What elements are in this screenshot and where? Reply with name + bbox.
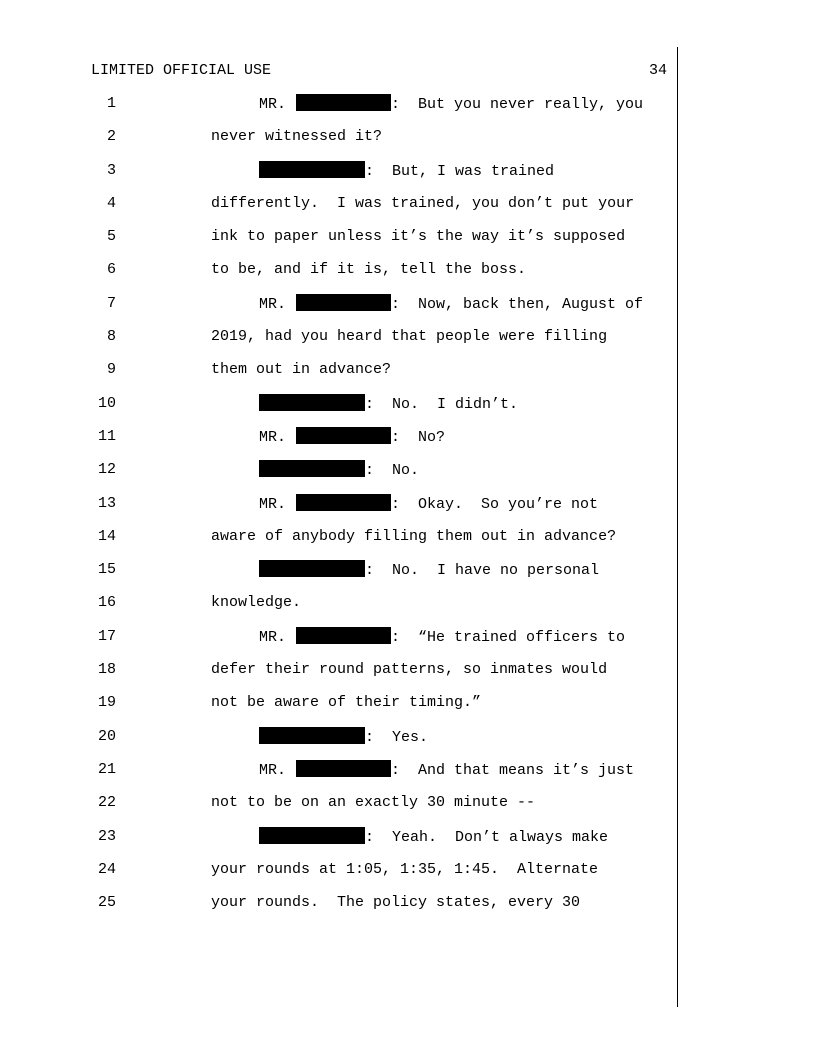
spoken-text: differently. I was trained, you don’t put your bbox=[211, 194, 635, 212]
line-text bbox=[259, 827, 608, 848]
speaker-label: MR. bbox=[259, 761, 287, 779]
transcript-line bbox=[0, 194, 816, 227]
line-number: 11 bbox=[97, 427, 116, 445]
redaction-box bbox=[259, 394, 365, 411]
line-text bbox=[259, 394, 518, 415]
spoken-text: them out in advance? bbox=[211, 361, 392, 379]
spoken-text: : And that means it’s just bbox=[391, 761, 635, 779]
line-text bbox=[259, 427, 445, 448]
line-text bbox=[259, 94, 643, 115]
line-text bbox=[211, 893, 580, 913]
speaker-label: MR. bbox=[259, 428, 287, 446]
line-number: 21 bbox=[97, 760, 116, 778]
line-number: 5 bbox=[106, 228, 116, 246]
redaction-box bbox=[259, 560, 365, 577]
line-text bbox=[259, 627, 625, 648]
spoken-text: : No. bbox=[365, 462, 420, 480]
line-text bbox=[211, 360, 391, 380]
transcript-line bbox=[0, 560, 816, 593]
line-number: 23 bbox=[97, 827, 116, 845]
spoken-text: to be, and if it is, tell the boss. bbox=[211, 261, 527, 279]
line-text bbox=[211, 260, 526, 280]
line-text bbox=[259, 460, 419, 481]
line-number: 3 bbox=[106, 161, 116, 179]
transcript-line bbox=[0, 161, 816, 194]
transcript-line bbox=[0, 227, 816, 260]
transcript-body bbox=[0, 94, 816, 926]
spoken-text: : Yeah. Don’t always make bbox=[365, 828, 609, 846]
line-number: 22 bbox=[97, 794, 116, 812]
spoken-text: : Yes. bbox=[365, 728, 429, 746]
line-number: 1 bbox=[106, 95, 116, 112]
line-number: 20 bbox=[97, 727, 116, 745]
transcript-line bbox=[0, 660, 816, 693]
line-text bbox=[211, 593, 301, 613]
transcript-line bbox=[0, 793, 816, 826]
transcript-line bbox=[0, 394, 816, 427]
spoken-text: 2019, had you heard that people were filling bbox=[211, 328, 608, 346]
redaction-box bbox=[296, 760, 391, 777]
line-text bbox=[259, 760, 634, 781]
line-text bbox=[211, 660, 607, 680]
spoken-text: : No. I have no personal bbox=[365, 562, 600, 580]
line-text bbox=[259, 294, 643, 315]
spoken-text: never witnessed it? bbox=[211, 128, 383, 146]
spoken-text: : No? bbox=[391, 428, 446, 446]
speaker-label: MR. bbox=[259, 96, 287, 113]
line-number: 12 bbox=[97, 461, 116, 479]
line-text bbox=[211, 693, 481, 713]
line-number: 15 bbox=[97, 561, 116, 579]
page-number: 34 bbox=[648, 62, 667, 79]
transcript-line bbox=[0, 427, 816, 460]
spoken-text: : No. I didn’t. bbox=[365, 395, 519, 413]
speaker-label: MR. bbox=[259, 495, 287, 513]
transcript-line bbox=[0, 494, 816, 527]
line-number: 8 bbox=[106, 328, 116, 346]
transcript-line bbox=[0, 127, 816, 160]
classification-header: LIMITED OFFICIAL USE bbox=[91, 62, 272, 79]
line-number: 10 bbox=[97, 394, 116, 412]
line-number: 25 bbox=[97, 894, 116, 912]
transcript-line bbox=[0, 294, 816, 327]
spoken-text: : But you never really, you bbox=[391, 96, 644, 113]
redaction-box bbox=[296, 294, 391, 311]
line-number: 14 bbox=[97, 527, 116, 545]
transcript-line bbox=[0, 327, 816, 360]
line-number: 19 bbox=[97, 694, 116, 712]
transcript-line bbox=[0, 260, 816, 293]
line-text bbox=[211, 860, 598, 880]
spoken-text: defer their round patterns, so inmates would bbox=[211, 661, 608, 679]
line-text bbox=[259, 560, 599, 581]
line-text bbox=[211, 194, 634, 214]
line-number: 4 bbox=[106, 194, 116, 212]
line-number: 6 bbox=[106, 261, 116, 279]
spoken-text: : “He trained officers to bbox=[391, 628, 626, 646]
redaction-box bbox=[296, 494, 391, 511]
spoken-text: aware of anybody filling them out in advance? bbox=[211, 527, 617, 545]
line-number: 9 bbox=[106, 361, 116, 379]
transcript-line bbox=[0, 860, 816, 893]
transcript-line bbox=[0, 460, 816, 493]
spoken-text: : Okay. So you’re not bbox=[391, 495, 599, 513]
line-number: 2 bbox=[106, 128, 116, 146]
line-text bbox=[259, 727, 428, 748]
redaction-box bbox=[296, 94, 391, 111]
line-number: 24 bbox=[97, 860, 116, 878]
spoken-text: not to be on an exactly 30 minute -- bbox=[211, 794, 536, 812]
transcript-line bbox=[0, 760, 816, 793]
spoken-text: your rounds. The policy states, every 30 bbox=[211, 894, 581, 912]
spoken-text: your rounds at 1:05, 1:35, 1:45. Alternate bbox=[211, 860, 599, 878]
spoken-text: knowledge. bbox=[211, 594, 302, 612]
transcript-line bbox=[0, 693, 816, 726]
redaction-box bbox=[296, 627, 391, 644]
line-text bbox=[211, 127, 382, 147]
redaction-box bbox=[259, 827, 365, 844]
line-number: 13 bbox=[97, 494, 116, 512]
transcript-line bbox=[0, 893, 816, 926]
line-text bbox=[211, 793, 535, 813]
redaction-box bbox=[259, 161, 365, 178]
redaction-box bbox=[296, 427, 391, 444]
spoken-text: not be aware of their timing.” bbox=[211, 694, 482, 712]
line-text bbox=[259, 494, 598, 515]
transcript-line bbox=[0, 94, 816, 127]
line-number: 16 bbox=[97, 594, 116, 612]
line-text bbox=[211, 527, 616, 547]
transcript-line bbox=[0, 593, 816, 626]
transcript-line bbox=[0, 360, 816, 393]
spoken-text: ink to paper unless it’s the way it’s supposed bbox=[211, 228, 626, 246]
line-number: 18 bbox=[97, 661, 116, 679]
line-number: 7 bbox=[106, 294, 116, 312]
speaker-label: MR. bbox=[259, 628, 287, 646]
line-text bbox=[259, 161, 554, 182]
redaction-box bbox=[259, 727, 365, 744]
transcript-line bbox=[0, 627, 816, 660]
spoken-text: : Now, back then, August of bbox=[391, 295, 644, 313]
transcript-line bbox=[0, 827, 816, 860]
transcript-line bbox=[0, 527, 816, 560]
speaker-label: MR. bbox=[259, 295, 287, 313]
line-text bbox=[211, 227, 625, 247]
line-number: 17 bbox=[97, 627, 116, 645]
transcript-line bbox=[0, 727, 816, 760]
spoken-text: : But, I was trained bbox=[365, 162, 555, 180]
line-text bbox=[211, 327, 607, 347]
redaction-box bbox=[259, 460, 365, 477]
